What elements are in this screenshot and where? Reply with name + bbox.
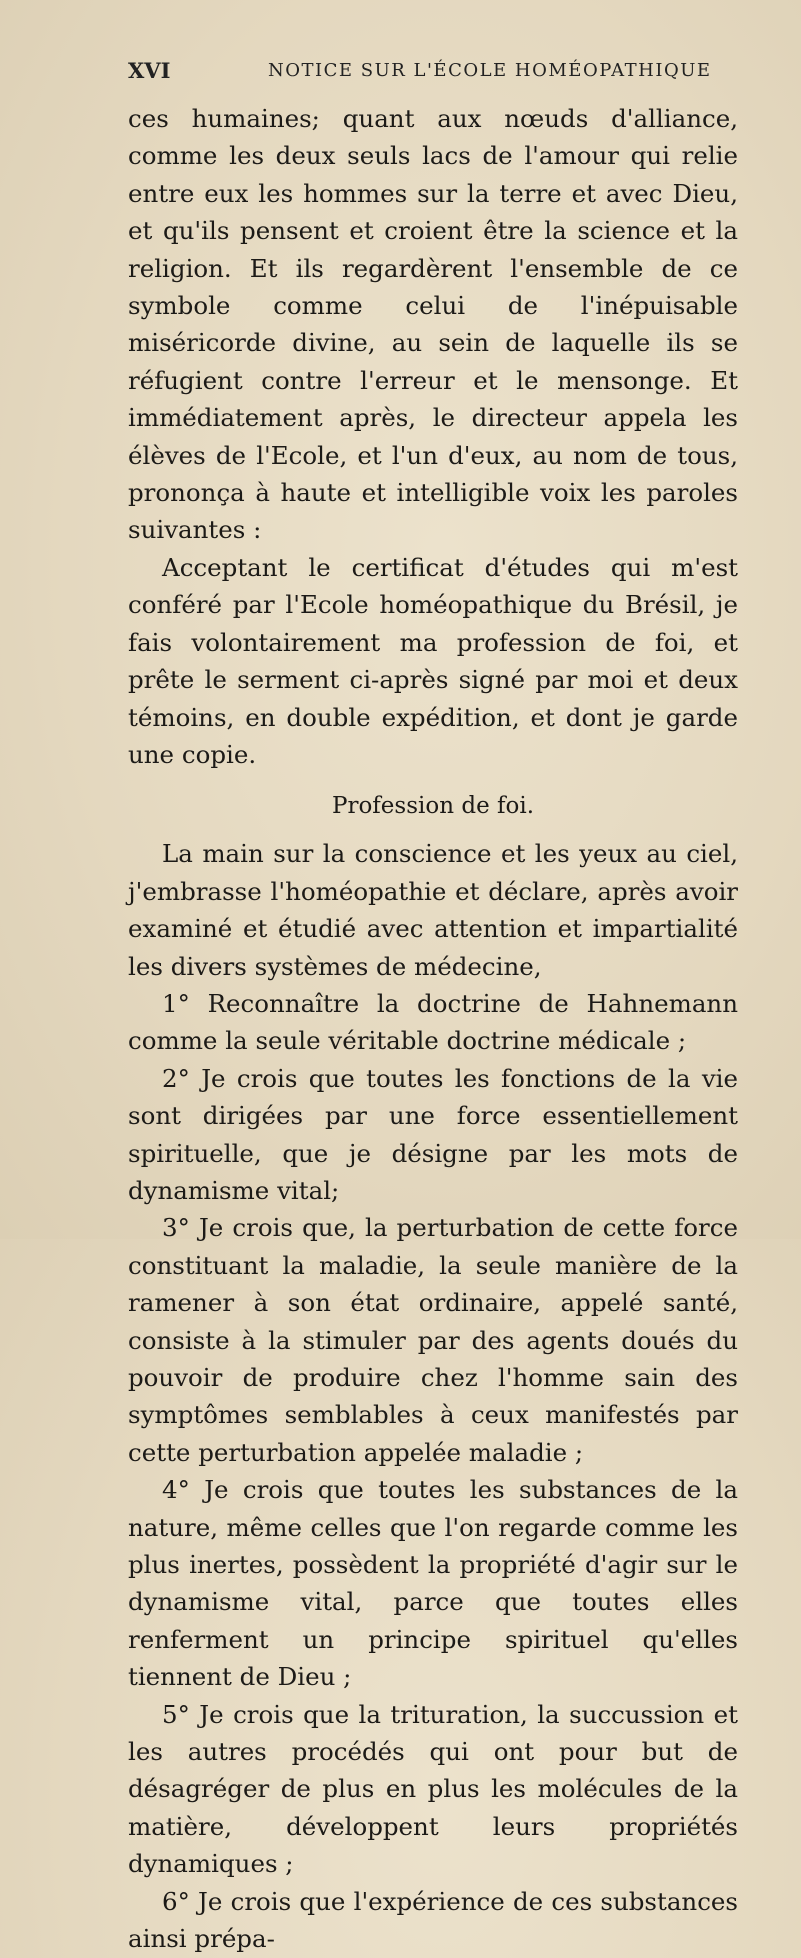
profession-article-2: 2° Je crois que toutes les fonctions de la vie sont dirigées par une force essentiellement spirituelle, que je désigne par les mots de dynamisme vital; [128,1063,738,1205]
profession-article-1: 1° Reconnaître la doctrine de Hahnemann comme la seule véritable doctrine médicale ; [128,988,738,1056]
page-number: XVI [128,58,171,83]
paragraph: Acceptant le certificat d'études qui m'est conféré par l'Ecole homéopathique du Brésil, je fais volontairement ma profession de foi, et prête le serment ci-après signé par moi et deux témoins, en double expédition, et dont je garde une copie. [128,552,738,769]
running-title: NOTICE SUR L'ÉCOLE HOMÉOPATHIQUE [268,60,712,81]
paragraph: ces humaines; quant aux nœuds d'alliance, comme les deux seuls lacs de l'amour qui relie entre eux les hommes sur la terre et avec Dieu, et qu'ils pensent et croient être la science et la religion. Et ils regardèrent l'ensemble de ce symbole comme celui de l'inépuisable miséricorde divine, au sein de laquelle ils se réfugient contre l'erreur et le mensonge. Et immédiatement après, le directeur appela les élèves de l'Ecole, et l'un d'eux, au nom de tous, prononça à haute et intelligible voix les paroles suivantes : [128,104,738,545]
profession-article-6: 6° Je crois que l'expérience de ces substances ainsi prépa- [128,1886,738,1954]
profession-article-5: 5° Je crois que la trituration, la succussion et les autres procédés qui ont pour but de désagréger de plus en plus les molécules de la matière, développent leurs propriétés dynamiques ; [128,1699,738,1879]
section-heading: Profession de foi. [331,793,535,820]
body-text [128,100,738,1958]
profession-article-4: 4° Je crois que toutes les substances de la nature, même celles que l'on regarde comme les plus inertes, possèdent la propriété d'agir sur le dynamisme vital, parce que toutes elles renferment un principe spirituel qu'elles tiennent de Dieu ; [128,1475,738,1692]
profession-intro: La main sur la conscience et les yeux au ciel, j'embrasse l'homéopathie et déclare, après avoir examiné et étudié avec attention et impartialité les divers systèmes de médecine, [128,839,738,981]
profession-article-3: 3° Je crois que, la perturbation de cette force constituant la maladie, la seule manière de la ramener à son état ordinaire, appelé santé, consiste à la stimuler par des agents doués du pouvoir de produire chez l'homme sain des symptômes semblables à ceux manifestés par cette perturbation appelée maladie ; [128,1213,738,1467]
page-header [128,52,728,82]
